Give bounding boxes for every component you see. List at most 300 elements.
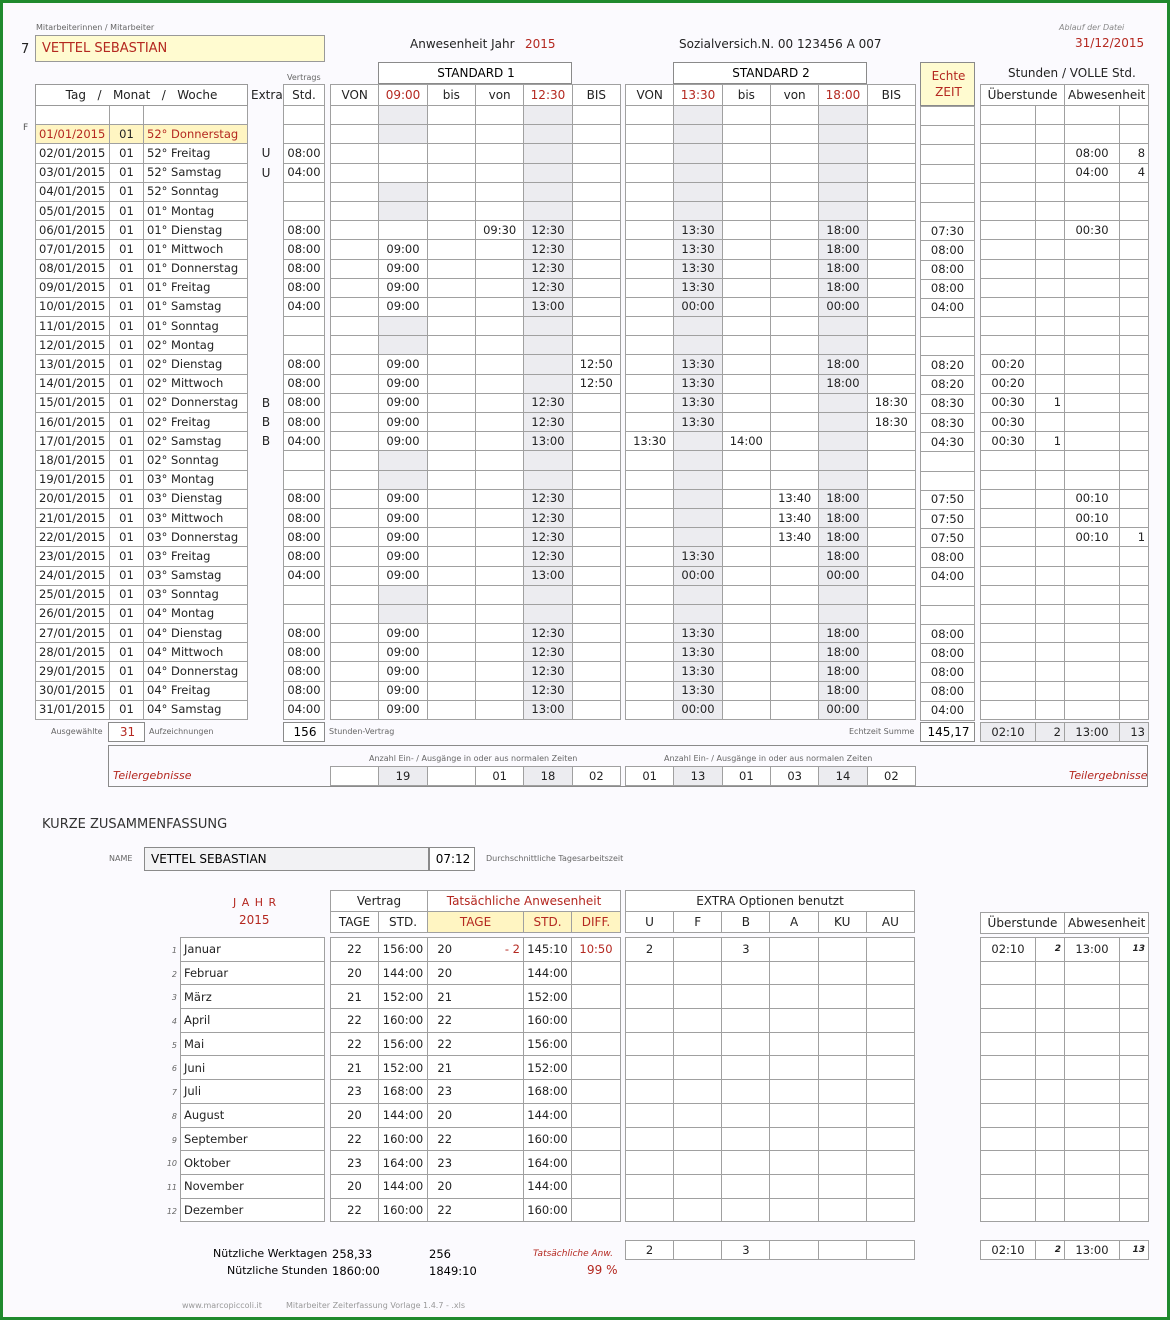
- s1-start: 09:00: [379, 489, 427, 508]
- overtime-cell: [981, 604, 1036, 623]
- std-cell: [284, 182, 325, 201]
- s2-von: [626, 182, 674, 201]
- s1-bis-upper: [572, 470, 620, 489]
- week-cell: 02° Sonntag: [144, 451, 248, 470]
- s1-bis: [427, 451, 475, 470]
- weekday: Donnerstag: [171, 395, 239, 410]
- count-cell: 14: [819, 767, 867, 786]
- s2-von2: [770, 566, 818, 585]
- s1-start: [379, 604, 427, 623]
- overtime-count: 1: [1036, 393, 1065, 412]
- overtime-count: [1036, 336, 1065, 355]
- overtime-count: [1036, 451, 1065, 470]
- date-table: [35, 84, 248, 720]
- overtime-cell: [981, 163, 1036, 182]
- month-absence: [1065, 1174, 1120, 1198]
- s1-bis-upper: [572, 700, 620, 719]
- footer-website[interactable]: www.marcopiccoli.it: [182, 1301, 262, 1310]
- overtime-cell: [981, 624, 1036, 643]
- s2-bis-upper: [867, 451, 915, 470]
- s2-von: [626, 470, 674, 489]
- overtime-count: [1036, 604, 1065, 623]
- s1-von2: [475, 297, 523, 316]
- table-row[interactable]: [36, 336, 248, 355]
- count-cell: 19: [379, 767, 427, 786]
- month-row[interactable]: [181, 1080, 325, 1104]
- standard1-label: STANDARD 1: [437, 66, 515, 80]
- week-cell: [144, 106, 248, 125]
- s1-start: 09:00: [379, 259, 427, 278]
- month-row[interactable]: [181, 1056, 325, 1080]
- s1-bis: [427, 393, 475, 412]
- s2-bis: [722, 125, 770, 144]
- s2-end: [819, 182, 867, 201]
- table-row[interactable]: [36, 604, 248, 623]
- days-difference: [462, 1080, 524, 1104]
- month-row[interactable]: [181, 1151, 325, 1175]
- overtime-cell: [981, 528, 1036, 547]
- s2-von: [626, 451, 674, 470]
- s1-bis: [427, 163, 475, 182]
- s1-von2: [475, 163, 523, 182]
- extra-b: [722, 1151, 770, 1175]
- table-row[interactable]: [36, 624, 248, 643]
- s1-bis: [427, 585, 475, 604]
- s2-von: [626, 585, 674, 604]
- s1-bis-upper: [572, 643, 620, 662]
- s2-von: [626, 163, 674, 182]
- table-row[interactable]: [36, 240, 248, 259]
- week-cell: 02° Donnerstag: [144, 393, 248, 412]
- employee-name-field[interactable]: [35, 35, 325, 62]
- extra-au: [866, 1103, 914, 1127]
- real-time-cell: 04:00: [921, 701, 975, 720]
- hours-difference: [572, 1080, 621, 1104]
- s1-end: [524, 585, 572, 604]
- s2-start: 13:30: [674, 624, 722, 643]
- table-row[interactable]: [36, 163, 248, 182]
- real-time-cell: 08:00: [921, 279, 975, 298]
- actual-days: 22: [428, 1032, 462, 1056]
- month-row[interactable]: [181, 985, 325, 1009]
- real-time-cell: [921, 318, 975, 337]
- actual-hours: 144:00: [524, 1174, 572, 1198]
- s1-von2: [475, 643, 523, 662]
- extra-total: [770, 1241, 818, 1260]
- s2-von2: [770, 432, 818, 451]
- std-cell: 08:00: [284, 144, 325, 163]
- s2-von2: [770, 547, 818, 566]
- month-cell: 01: [110, 336, 144, 355]
- overtime-cell: [981, 259, 1036, 278]
- extra-b: [722, 1056, 770, 1080]
- table-row[interactable]: [36, 221, 248, 240]
- real-time-cell: [921, 471, 975, 490]
- month-cell: 01: [110, 374, 144, 393]
- real-time-cell: 08:00: [921, 548, 975, 567]
- s2-end: 18:00: [819, 259, 867, 278]
- sh-diff: DIFF.: [572, 912, 621, 933]
- s2-start: [674, 317, 722, 336]
- month-absence: [1065, 1080, 1120, 1104]
- s2-end: 00:00: [819, 700, 867, 719]
- table-row[interactable]: [36, 355, 248, 374]
- extra-f: [674, 1174, 722, 1198]
- actual-hours: 152:00: [524, 985, 572, 1009]
- avg-time-label: Durchschnittliche Tagesarbeitszeit: [486, 854, 624, 863]
- month-row[interactable]: [181, 1103, 325, 1127]
- month-cell: 01: [110, 163, 144, 182]
- s1-start: 09:00: [379, 528, 427, 547]
- days-difference: [462, 1103, 524, 1127]
- extra-totals-table: [625, 1240, 915, 1260]
- real-time-cell: 04:00: [921, 298, 975, 317]
- month-absence: [1065, 1056, 1120, 1080]
- s1-bis-upper: [572, 432, 620, 451]
- week-cell: 02° Montag: [144, 336, 248, 355]
- s2-bis-upper: [867, 297, 915, 316]
- week-cell: 52° Freitag: [144, 144, 248, 163]
- s1-end: [524, 470, 572, 489]
- extra-f: [674, 1198, 722, 1222]
- absence-cell: [1065, 106, 1120, 125]
- table-row[interactable]: [36, 144, 248, 163]
- table-row[interactable]: [36, 681, 248, 700]
- real-time-cell: [921, 107, 975, 126]
- h1-bis-upper: BIS: [572, 85, 620, 106]
- s2-bis: [722, 144, 770, 163]
- s1-end: 12:30: [524, 528, 572, 547]
- table-row[interactable]: [36, 182, 248, 201]
- days-difference: [462, 1127, 524, 1151]
- std-cell: 08:00: [284, 221, 325, 240]
- extra-a: [770, 961, 818, 985]
- real-time-cell: [921, 126, 975, 145]
- overtime-cell: [981, 681, 1036, 700]
- table-row[interactable]: [36, 432, 248, 451]
- s1-von: [331, 182, 379, 201]
- month-name: Juli: [181, 1080, 325, 1104]
- contract-hours: 156:00: [379, 938, 428, 962]
- s1-start: 09:00: [379, 681, 427, 700]
- actual-hours: 145:10: [524, 938, 572, 962]
- actual-hours: 160:00: [524, 1127, 572, 1151]
- s1-bis-upper: [572, 317, 620, 336]
- month-row[interactable]: [181, 1009, 325, 1033]
- overtime-cell: [981, 451, 1036, 470]
- real-time-label-2: ZEIT: [935, 85, 962, 99]
- s2-bis-upper: [867, 317, 915, 336]
- std-cell: 08:00: [284, 662, 325, 681]
- extra-cell: [251, 586, 281, 605]
- s1-von: [331, 297, 379, 316]
- real-time-cell: 07:50: [921, 509, 975, 528]
- weekday: Sonntag: [171, 452, 219, 467]
- month-number: 10: [166, 1159, 177, 1169]
- absence-count: [1120, 700, 1149, 719]
- h2-von: VON: [626, 85, 674, 106]
- table-row[interactable]: [36, 508, 248, 527]
- h2-end: 18:00: [819, 85, 867, 106]
- count-cell: 03: [770, 767, 818, 786]
- week-cell: 03° Freitag: [144, 547, 248, 566]
- contract-days: 21: [331, 1056, 379, 1080]
- weekday: Sonntag: [171, 587, 219, 602]
- extra-cell: [251, 298, 281, 317]
- s2-bis: [722, 470, 770, 489]
- overtime-cell: [981, 585, 1036, 604]
- extra-au: [866, 1009, 914, 1033]
- overtime-count: [1036, 278, 1065, 297]
- month-cell: [110, 106, 144, 125]
- table-row[interactable]: [36, 643, 248, 662]
- month-row[interactable]: [181, 1198, 325, 1222]
- month-absence: [1065, 1127, 1120, 1151]
- real-time-cell: [921, 452, 975, 471]
- real-time-table: [920, 106, 975, 721]
- table-row[interactable]: [36, 125, 248, 144]
- s2-bis-upper: [867, 125, 915, 144]
- year-absence: 13:00: [1065, 1241, 1120, 1260]
- s2-end: [819, 451, 867, 470]
- absence-cell: [1065, 547, 1120, 566]
- s1-von: [331, 125, 379, 144]
- s2-start: [674, 432, 722, 451]
- week-cell: 04° Freitag: [144, 681, 248, 700]
- actual-hours: 160:00: [524, 1198, 572, 1222]
- real-time-cell: 04:00: [921, 567, 975, 586]
- s2-end: [819, 317, 867, 336]
- hours-contract: 1860:00: [332, 1264, 380, 1278]
- extra-cell: [251, 375, 281, 394]
- s1-von: [331, 374, 379, 393]
- extra-au: [866, 1032, 914, 1056]
- week-cell: 02° Freitag: [144, 413, 248, 432]
- s2-von2: [770, 163, 818, 182]
- month-cell: 01: [110, 393, 144, 412]
- absence-cell: [1065, 336, 1120, 355]
- s1-bis: [427, 182, 475, 201]
- absence-count: 4: [1120, 163, 1149, 182]
- count-cell: 01: [626, 767, 674, 786]
- table-row[interactable]: [36, 547, 248, 566]
- month-cell: 01: [110, 413, 144, 432]
- table-row[interactable]: [36, 317, 248, 336]
- s2-bis: [722, 221, 770, 240]
- s2-bis: [722, 547, 770, 566]
- employee-number: 7: [21, 42, 30, 57]
- s1-von2: [475, 259, 523, 278]
- employee-name: VETTEL SEBASTIAN: [42, 41, 168, 56]
- contract-hours: 144:00: [379, 1103, 428, 1127]
- month-overtime-n: [1036, 1056, 1065, 1080]
- absence-count: [1120, 604, 1149, 623]
- s1-von2: [475, 413, 523, 432]
- table-row[interactable]: [36, 106, 248, 125]
- table-row[interactable]: [36, 451, 248, 470]
- s1-bis-upper: [572, 106, 620, 125]
- extra-a: [770, 1056, 818, 1080]
- extra-au: [866, 1056, 914, 1080]
- actual-days: 21: [428, 1056, 462, 1080]
- summary-extra-header: [625, 890, 915, 933]
- s2-von2: [770, 681, 818, 700]
- overtime-count: [1036, 106, 1065, 125]
- extra-a: [770, 1032, 818, 1056]
- month-overtime-n: [1036, 1080, 1065, 1104]
- weekday: Sonntag: [171, 184, 219, 199]
- month-number: 3: [171, 993, 177, 1003]
- extra-cell: [251, 528, 281, 547]
- overtime-count: [1036, 317, 1065, 336]
- month-absence-n: [1120, 1198, 1149, 1222]
- month-overtime-n: [1036, 961, 1065, 985]
- s1-von: [331, 393, 379, 412]
- date-cell: 02/01/2015: [36, 144, 110, 163]
- actual-hours: 168:00: [524, 1080, 572, 1104]
- s1-bis: [427, 566, 475, 585]
- s2-von2: [770, 470, 818, 489]
- month-cell: 01: [110, 681, 144, 700]
- s2-end: [819, 163, 867, 182]
- month-row[interactable]: [181, 938, 325, 962]
- table-row[interactable]: [36, 566, 248, 585]
- s1-von2: [475, 624, 523, 643]
- s1-bis: [427, 144, 475, 163]
- s1-bis-upper: [572, 144, 620, 163]
- s2-bis-upper: [867, 547, 915, 566]
- month-absence-n: [1120, 961, 1149, 985]
- table-row[interactable]: [36, 278, 248, 297]
- contract-hours: 160:00: [379, 1127, 428, 1151]
- extra-ku: [818, 1151, 866, 1175]
- table-row[interactable]: [36, 413, 248, 432]
- s1-end: [524, 317, 572, 336]
- absence-cell: 04:00: [1065, 163, 1120, 182]
- table-row[interactable]: [36, 297, 248, 316]
- month-row[interactable]: [181, 1127, 325, 1151]
- std-cell: 08:00: [284, 528, 325, 547]
- s1-von: [331, 585, 379, 604]
- s2-start: 00:00: [674, 700, 722, 719]
- table-row[interactable]: [36, 585, 248, 604]
- s2-von: 13:30: [626, 432, 674, 451]
- std-cell: 08:00: [284, 643, 325, 662]
- table-row[interactable]: [36, 470, 248, 489]
- s1-von2: [475, 201, 523, 220]
- month-absence: [1065, 1032, 1120, 1056]
- selected-count-box: [108, 722, 145, 742]
- summary-hours-header: [980, 912, 1149, 934]
- contract-hours: 152:00: [379, 1056, 428, 1080]
- header-slash: /: [97, 87, 102, 102]
- extra-cell: [251, 547, 281, 566]
- s2-bis-upper: [867, 566, 915, 585]
- table-row[interactable]: [36, 259, 248, 278]
- month-overtime-n: [1036, 1151, 1065, 1175]
- std-cell: [284, 451, 325, 470]
- s2-von: [626, 528, 674, 547]
- month-overtime: [981, 1032, 1036, 1056]
- real-time-cell: 08:00: [921, 260, 975, 279]
- s2-bis-upper: [867, 700, 915, 719]
- overtime-count: [1036, 700, 1065, 719]
- overtime-cell: [981, 201, 1036, 220]
- week-cell: 04° Montag: [144, 604, 248, 623]
- s2-von: [626, 201, 674, 220]
- extra-u: [626, 985, 674, 1009]
- real-time-cell: 07:50: [921, 529, 975, 548]
- table-row[interactable]: [36, 374, 248, 393]
- s2-bis: [722, 604, 770, 623]
- s2-bis-upper: 18:30: [867, 393, 915, 412]
- s1-von: [331, 221, 379, 240]
- days-difference: [462, 985, 524, 1009]
- table-row[interactable]: [36, 528, 248, 547]
- s1-bis: [427, 643, 475, 662]
- contract-hours-label: Stunden-Vertrag: [329, 727, 395, 736]
- date-cell: 16/01/2015: [36, 413, 110, 432]
- summary-actual-header: Tatsächliche Anwesenheit: [428, 891, 621, 912]
- h1-end: 12:30: [524, 85, 572, 106]
- month-number: 11: [166, 1182, 177, 1192]
- month-row[interactable]: [181, 1174, 325, 1198]
- table-row[interactable]: [36, 201, 248, 220]
- week-cell: 01° Montag: [144, 201, 248, 220]
- month-row[interactable]: [181, 1032, 325, 1056]
- s1-end: 13:00: [524, 566, 572, 585]
- absence-count: [1120, 643, 1149, 662]
- s2-bis-upper: [867, 508, 915, 527]
- extra-a: [770, 1009, 818, 1033]
- header-ueberstunde: Überstunde: [981, 85, 1065, 106]
- summary-year-label: J A H R: [233, 896, 278, 909]
- s2-start: [674, 451, 722, 470]
- month-row[interactable]: [181, 961, 325, 985]
- extra-ku: [818, 1198, 866, 1222]
- s2-bis: [722, 566, 770, 585]
- s2-von: [626, 355, 674, 374]
- s1-end: [524, 451, 572, 470]
- extra-cell: [251, 106, 281, 125]
- extra-ku: [818, 1127, 866, 1151]
- extra-header: Extra: [251, 88, 283, 102]
- hours-difference: [572, 1127, 621, 1151]
- table-row[interactable]: [36, 393, 248, 412]
- sh-abw: Abwesenheit: [1065, 913, 1149, 934]
- s1-bis: [427, 528, 475, 547]
- week-cell: 52° Samstag: [144, 163, 248, 182]
- table-row[interactable]: [36, 700, 248, 719]
- extra-total: 2: [626, 1241, 674, 1260]
- actual-days: 21: [428, 985, 462, 1009]
- actual-days: 22: [428, 1198, 462, 1222]
- extra-cell: [251, 240, 281, 259]
- hours-group-label: Stunden / VOLLE Std.: [1008, 66, 1136, 80]
- count-label-1: Anzahl Ein- / Ausgänge in oder aus normalen Zeiten: [369, 754, 578, 763]
- s1-end: [524, 144, 572, 163]
- s1-bis: [427, 125, 475, 144]
- absence-count: [1120, 240, 1149, 259]
- week-cell: 01° Sonntag: [144, 317, 248, 336]
- extra-b: 3: [722, 938, 770, 962]
- extra-a: [770, 1198, 818, 1222]
- s1-von2: [475, 374, 523, 393]
- contract-label: Vertrags: [287, 73, 321, 82]
- table-row[interactable]: [36, 489, 248, 508]
- std-cell: 08:00: [284, 278, 325, 297]
- table-row[interactable]: [36, 662, 248, 681]
